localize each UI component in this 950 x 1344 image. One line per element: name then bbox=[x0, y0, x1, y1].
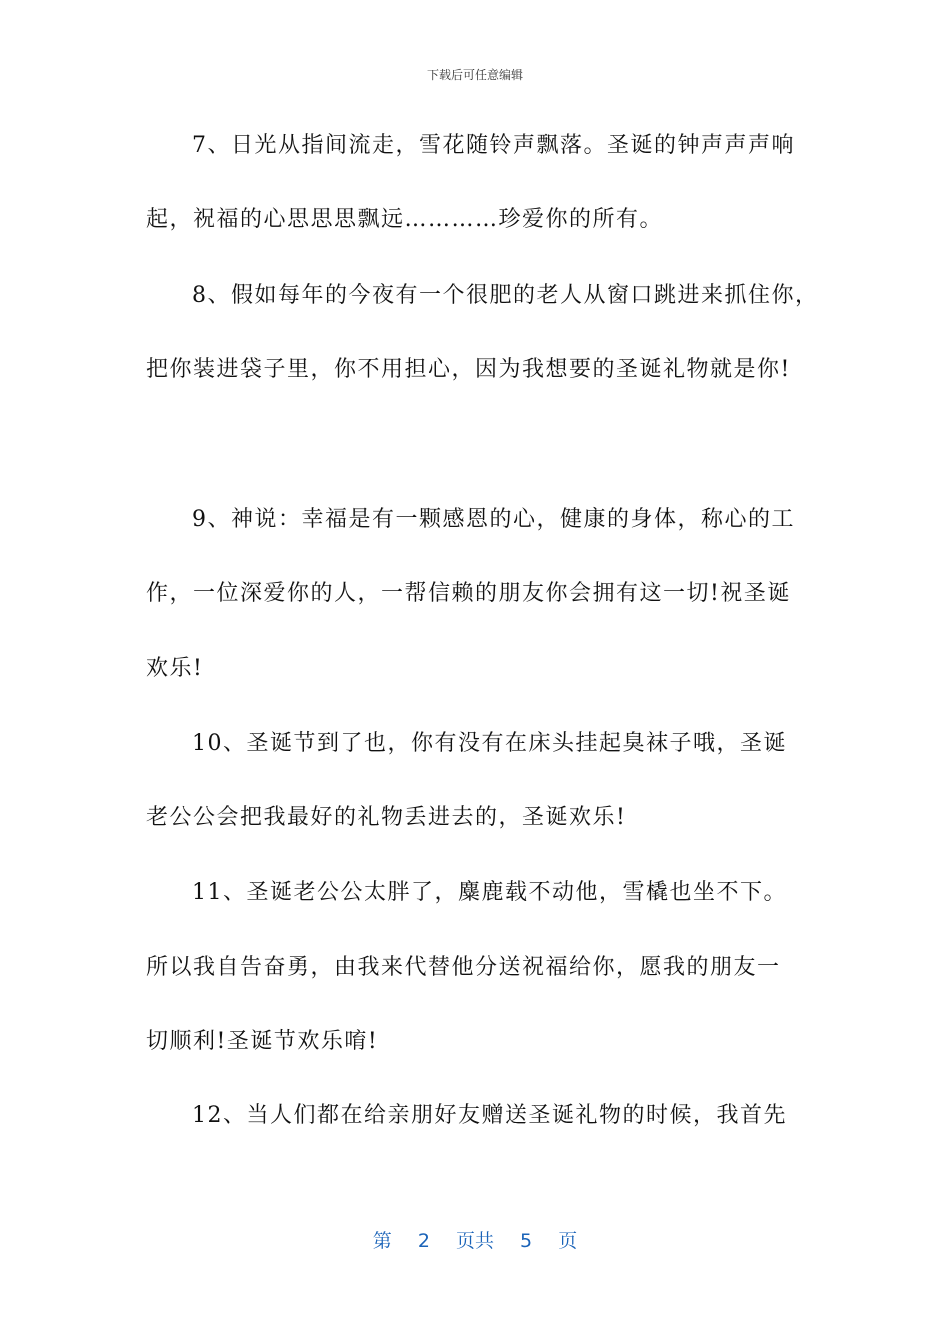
paragraph-12-line-1: 12、当人们都在给亲朋好友赠送圣诞礼物的时候，我首先 bbox=[192, 1103, 787, 1128]
paragraph-9-line-2: 作，一位深爱你的人，一帮信赖的朋友你会拥有这一切!祝圣诞 bbox=[146, 581, 791, 606]
paragraph-11-line-1: 11、圣诞老公公太胖了，麋鹿载不动他，雪橇也坐不下。 bbox=[192, 880, 787, 905]
footer-prefix: 第 bbox=[372, 1230, 392, 1252]
paragraph-10-line-1: 10、圣诞节到了也，你有没有在床头挂起臭袜子哦，圣诞 bbox=[192, 731, 787, 756]
footer-current-page: 2 bbox=[417, 1230, 430, 1252]
paragraph-9-line-3: 欢乐! bbox=[146, 656, 204, 681]
page-footer bbox=[0, 1226, 950, 1253]
page-header-note: 下载后可任意编辑 bbox=[426, 68, 523, 82]
footer-suffix: 页 bbox=[558, 1230, 578, 1252]
footer-total-pages: 5 bbox=[520, 1230, 533, 1252]
footer-middle: 页共 bbox=[455, 1230, 494, 1252]
paragraph-11-line-2: 所以我自告奋勇，由我来代替他分送祝福给你，愿我的朋友一 bbox=[146, 955, 781, 980]
paragraph-7-line-2: 起，祝福的心思思思飘远…………珍爱你的所有。 bbox=[146, 207, 664, 232]
paragraph-7-line-1: 7、日光从指间流走，雪花随铃声飘落。圣诞的钟声声声响 bbox=[192, 133, 795, 158]
paragraph-8-line-2: 把你装进袋子里，你不用担心，因为我想要的圣诞礼物就是你! bbox=[146, 357, 791, 382]
paragraph-8-line-1: 8、假如每年的今夜有一个很肥的老人从窗口跳进来抓住你， bbox=[192, 283, 819, 308]
paragraph-11-line-3: 切顺利!圣诞节欢乐唷! bbox=[146, 1029, 379, 1054]
paragraph-9-line-1: 9、神说：幸福是有一颗感恩的心，健康的身体，称心的工 bbox=[192, 507, 795, 532]
paragraph-10-line-2: 老公公会把我最好的礼物丢进去的，圣诞欢乐! bbox=[146, 805, 627, 830]
